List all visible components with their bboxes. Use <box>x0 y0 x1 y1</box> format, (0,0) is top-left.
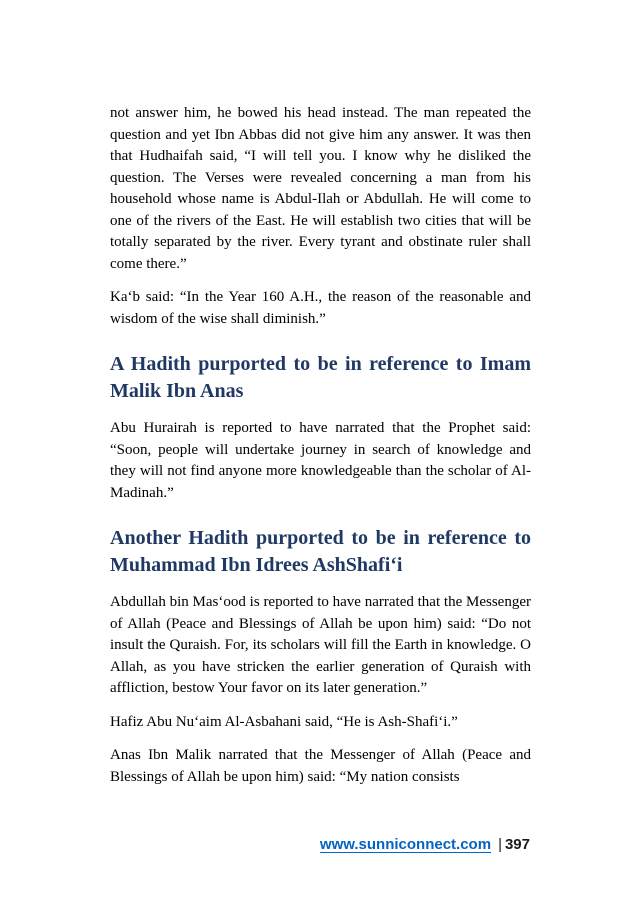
paragraph-abu-hurairah: Abu Hurairah is reported to have narrated that the Prophet said: “Soon, people will undertake journey in search of knowledge and they will not find anyone more knowledgeable than the scholar of Al-Madinah.” <box>110 420 531 501</box>
page-footer <box>320 836 530 853</box>
section-heading-imam-malik: A Hadith purported to be in reference to Imam Malik Ibn Anas <box>110 353 531 402</box>
paragraph-hafiz-abu-nuaim: Hafiz Abu Nu‘aim Al-Asbahani said, “He is Ash-Shafi‘i.” <box>110 713 458 730</box>
section-heading-ashshafii: Another Hadith purported to be in reference to Muhammad Ibn Idrees AshShafi‘i <box>110 527 531 576</box>
paragraph-anas-ibn-malik: Anas Ibn Malik narrated that the Messenger of Allah (Peace and Blessings of Allah be upon him) said: “My nation consists <box>110 747 531 785</box>
footer-website-link[interactable]: www.sunniconnect.com <box>319 836 492 853</box>
paragraph-abdullah-bin-masood: Abdullah bin Mas‘ood is reported to have narrated that the Messenger of Allah (Peace and Blessings of Allah be upon him) said: “Do not insult the Quraish. For, its scholars will fill the Earth in knowledge. O Allah, as you have stricken the earlier generation of Quraish with affliction, bestow Your favor on its later generation.” <box>110 594 531 696</box>
page-number: 397 <box>504 836 530 853</box>
page-content <box>110 103 531 800</box>
paragraph-kab-quote: Ka‘b said: “In the Year 160 A.H., the reason of the reasonable and wisdom of the wise shall diminish.” <box>110 289 531 327</box>
paragraph-ibn-abbas: not answer him, he bowed his head instead. The man repeated the question and yet Ibn Abbas did not give him any answer. It was then that Hudhaifah said, “I will tell you. I know why he disliked the question. The Verses were revealed concerning a man from his household whose name is Abdul-Ilah or Abdullah. He will come to one of the rivers of the East. He will establish two cities that will be totally separated by the river. Every tyrant and obstinate ruler shall come there.” <box>110 105 531 272</box>
footer-separator: | <box>498 836 502 853</box>
